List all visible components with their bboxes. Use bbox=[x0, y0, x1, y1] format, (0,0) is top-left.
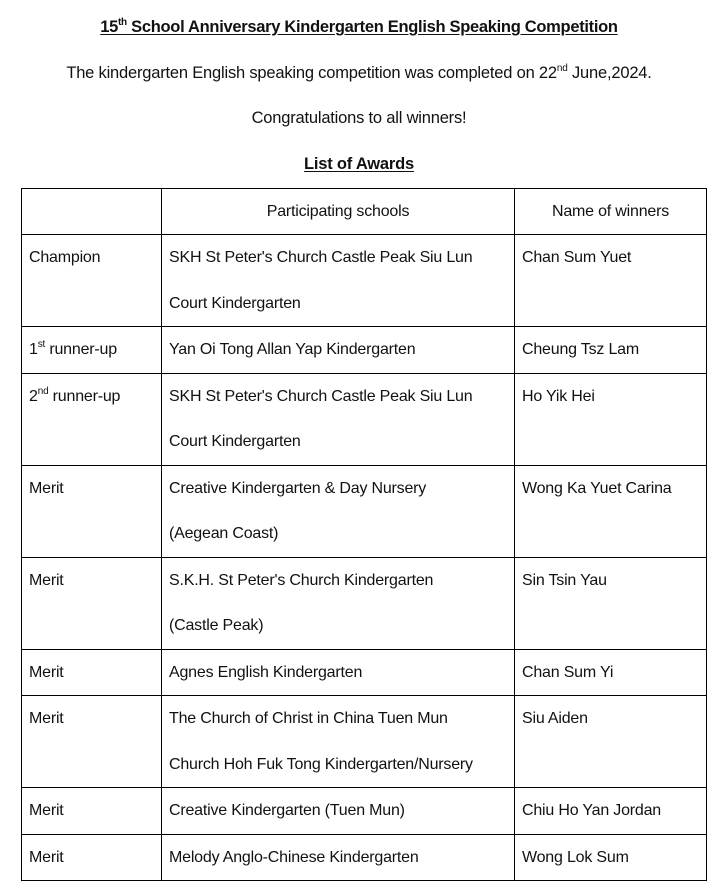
winner-name: Cheung Tsz Lam bbox=[522, 341, 639, 358]
intro-after: June,2024. bbox=[567, 64, 652, 82]
table-row bbox=[22, 327, 707, 374]
title-text: School Anniversary Kindergarten English Speaking Competition bbox=[126, 18, 618, 36]
school-cell bbox=[162, 465, 515, 557]
table-row bbox=[22, 373, 707, 465]
award-label bbox=[29, 650, 154, 696]
school-cell bbox=[162, 834, 515, 881]
award-label bbox=[29, 788, 154, 834]
school-name-line: Creative Kindergarten (Tuen Mun) bbox=[169, 802, 405, 819]
award-cell bbox=[22, 557, 162, 649]
award-text: 2 bbox=[29, 387, 38, 405]
winner-name: Sin Tsin Yau bbox=[522, 571, 607, 589]
award-cell bbox=[22, 788, 162, 835]
award-text: Merit bbox=[29, 663, 64, 681]
winner-name: Wong Ka Yuet Carina bbox=[522, 479, 672, 497]
school-name-line: Creative Kindergarten & Day Nursery bbox=[169, 479, 427, 497]
award-text: Merit bbox=[29, 848, 64, 866]
award-label bbox=[29, 235, 154, 281]
award-cell bbox=[22, 373, 162, 465]
award-label bbox=[29, 835, 154, 881]
winner-name: Chiu Ho Yan Jordan bbox=[522, 802, 662, 819]
school-cell bbox=[162, 373, 515, 465]
congratulations-text: Congratulations to all winners! bbox=[251, 109, 467, 127]
award-cell bbox=[22, 327, 162, 374]
header-winners: Name of winners bbox=[515, 189, 707, 235]
award-text: Champion bbox=[29, 249, 101, 266]
winner-cell bbox=[515, 465, 707, 557]
table-row bbox=[22, 557, 707, 649]
award-text: Merit bbox=[29, 571, 64, 589]
school-name-line: (Castle Peak) bbox=[169, 617, 264, 634]
school-name-line: Court Kindergarten bbox=[169, 294, 301, 312]
awards-table bbox=[21, 188, 707, 881]
winner-cell bbox=[515, 834, 707, 881]
winner-name: Ho Yik Hei bbox=[522, 387, 595, 405]
award-cell bbox=[22, 235, 162, 327]
award-text-rest: runner-up bbox=[48, 387, 121, 405]
award-cell bbox=[22, 649, 162, 696]
award-ordinal-suffix: st bbox=[37, 339, 46, 350]
document-title bbox=[0, 18, 718, 37]
table-row bbox=[22, 696, 707, 788]
table-row bbox=[22, 235, 707, 327]
table-row bbox=[22, 465, 707, 557]
school-name-line: Church Hoh Fuk Tong Kindergarten/Nursery bbox=[169, 755, 473, 773]
table-header-row bbox=[22, 189, 707, 235]
school-name-line: SKH St Peter's Church Castle Peak Siu Lun bbox=[169, 249, 473, 266]
award-cell bbox=[22, 465, 162, 557]
school-name-line: Court Kindergarten bbox=[169, 433, 301, 450]
winner-cell bbox=[515, 327, 707, 374]
award-label bbox=[29, 327, 154, 373]
winner-name: Chan Sum Yi bbox=[522, 663, 614, 681]
header-award bbox=[22, 189, 162, 235]
winner-cell bbox=[515, 557, 707, 649]
winner-cell bbox=[515, 235, 707, 327]
award-cell bbox=[22, 834, 162, 881]
school-name-line: Agnes English Kindergarten bbox=[169, 663, 363, 681]
winner-name: Wong Lok Sum bbox=[522, 848, 629, 866]
award-text-rest: runner-up bbox=[45, 341, 117, 358]
school-cell bbox=[162, 557, 515, 649]
intro-text bbox=[0, 64, 718, 83]
school-cell bbox=[162, 235, 515, 327]
winner-name: Chan Sum Yuet bbox=[522, 249, 632, 266]
school-cell bbox=[162, 327, 515, 374]
school-cell bbox=[162, 696, 515, 788]
winner-cell bbox=[515, 788, 707, 835]
school-name-line: SKH St Peter's Church Castle Peak Siu Lun bbox=[169, 387, 473, 405]
table-row bbox=[22, 788, 707, 835]
award-text: Merit bbox=[29, 710, 64, 727]
list-title: List of Awards bbox=[304, 155, 414, 173]
winner-name: Siu Aiden bbox=[522, 710, 588, 727]
school-name-line: Melody Anglo-Chinese Kindergarten bbox=[169, 848, 419, 866]
intro-date-suffix: nd bbox=[556, 63, 568, 74]
winner-cell bbox=[515, 373, 707, 465]
school-name-line: S.K.H. St Peter's Church Kindergarten bbox=[169, 571, 434, 589]
school-cell bbox=[162, 649, 515, 696]
intro-before: The kindergarten English speaking competition was completed on 22 bbox=[66, 64, 557, 82]
award-label bbox=[29, 374, 154, 420]
title-number: 15 bbox=[100, 18, 119, 36]
school-name-line: Yan Oi Tong Allan Yap Kindergarten bbox=[169, 341, 416, 358]
table-row bbox=[22, 649, 707, 696]
award-ordinal-suffix: nd bbox=[37, 385, 49, 397]
award-text: 1 bbox=[29, 341, 38, 358]
award-label bbox=[29, 558, 154, 604]
award-text: Merit bbox=[29, 802, 64, 819]
school-name-line: The Church of Christ in China Tuen Mun bbox=[169, 710, 448, 727]
school-name-line: (Aegean Coast) bbox=[169, 525, 279, 542]
award-label bbox=[29, 466, 154, 512]
winner-cell bbox=[515, 649, 707, 696]
winner-cell bbox=[515, 696, 707, 788]
table-row bbox=[22, 834, 707, 881]
title-ordinal-suffix: th bbox=[118, 17, 127, 28]
school-cell bbox=[162, 788, 515, 835]
award-cell bbox=[22, 696, 162, 788]
award-text: Merit bbox=[29, 479, 64, 497]
header-schools: Participating schools bbox=[162, 189, 515, 235]
award-label bbox=[29, 696, 154, 742]
